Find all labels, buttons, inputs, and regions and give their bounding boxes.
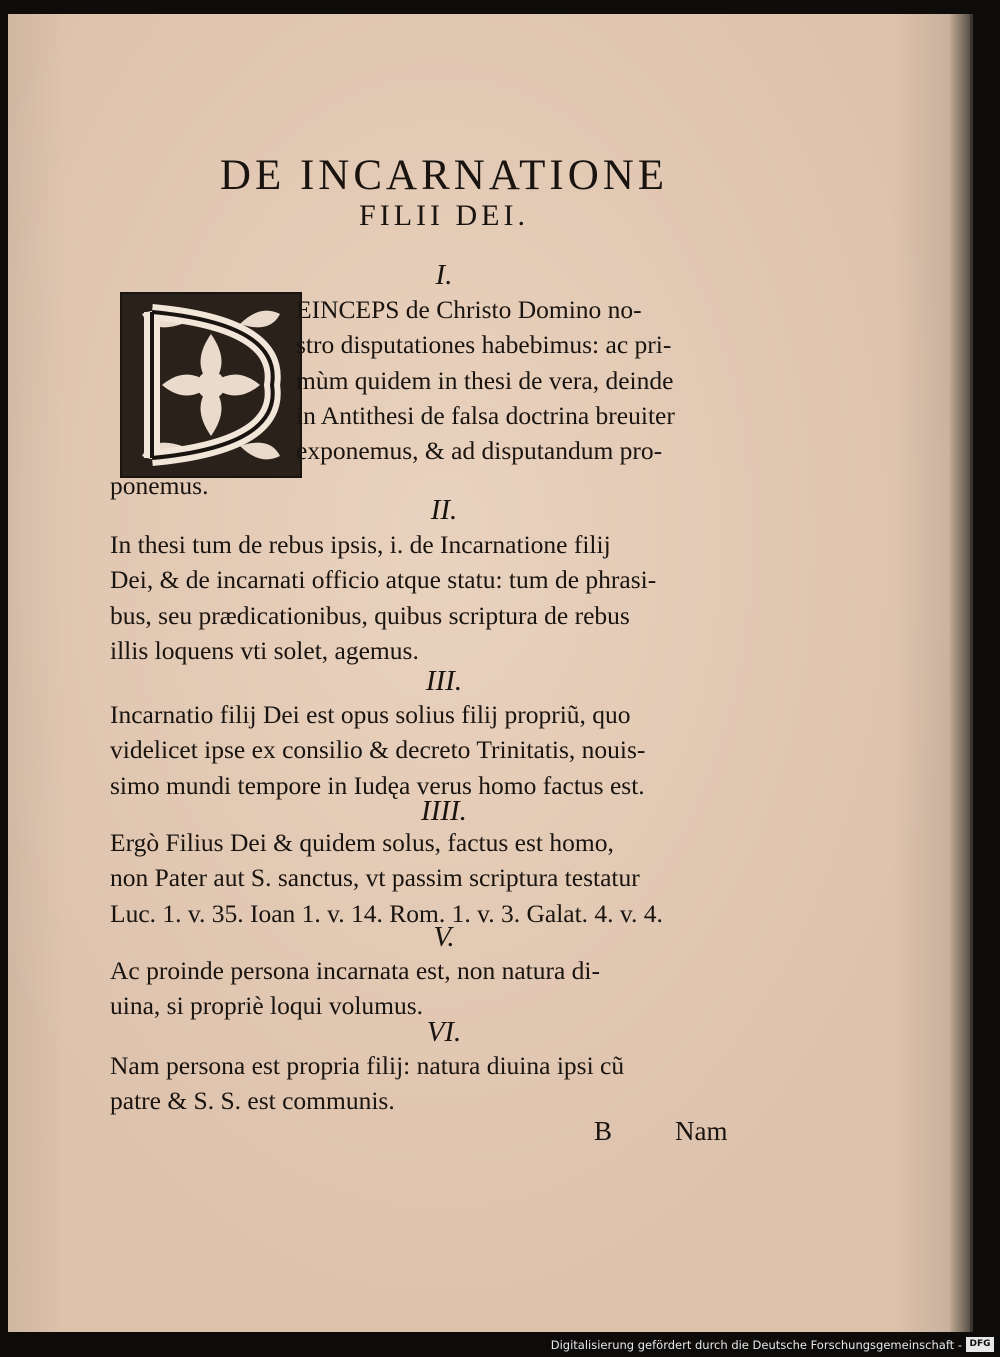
text-line: illis loquens vti solet, agemus. (110, 635, 419, 665)
dfg-logo-icon: DFG (966, 1337, 994, 1352)
paragraph-1 (110, 292, 750, 504)
text-line: Ac proinde persona incarnata est, non natura di- (110, 956, 600, 985)
section-number: I. (435, 259, 453, 291)
text-line: simo mundi tempore in Iudęa verus homo factus est. (110, 770, 645, 800)
text-line: stro disputationes habebimus: ac pri- (296, 330, 672, 360)
text-line: in Antithesi de falsa doctrina breuiter (296, 400, 675, 430)
section-number: III. (425, 665, 463, 697)
text-line: In thesi tum de rebus ipsis, i. de Incarnatione filij (110, 530, 611, 559)
text-line: bus, seu prædicationibus, quibus scriptura de rebus (110, 600, 630, 630)
paragraph-5 (110, 953, 750, 1024)
book-page (8, 14, 973, 1332)
text-line: patre & S. S. est communis. (110, 1086, 395, 1116)
text-line: EINCEPS de Christo Domino no- (296, 295, 642, 324)
paragraph-2 (110, 527, 750, 668)
page-edge (950, 14, 970, 1332)
footer-bar (0, 1334, 1000, 1357)
text-line: exponemus, & ad disputandum pro- (296, 436, 663, 466)
section-number: II. (430, 494, 458, 526)
page-heading (144, 152, 744, 232)
paragraph-4 (110, 825, 750, 931)
footer-credit: Digitalisierung gefördert durch die Deutsche Forschungsgemeinschaft - (550, 1338, 962, 1352)
text-line: Dei, & de incarnati officio atque statu: tum de phrasi- (110, 565, 657, 595)
text-line: Incarnatio filij Dei est opus solius filij propriũ, quo (110, 700, 631, 729)
paragraph-3 (110, 697, 750, 803)
signature-mark: B (594, 1116, 613, 1146)
section-number: VI. (426, 1016, 462, 1048)
text-line: uina, si propriè loqui volumus. (110, 991, 424, 1021)
text-line: Nam persona est propria filij: natura diuina ipsi cũ (110, 1051, 625, 1080)
text-line: Ergò Filius Dei & quidem solus, factus est homo, (110, 828, 614, 857)
section-number: IIII. (421, 795, 467, 827)
paragraph-6 (110, 1048, 750, 1119)
text-line: Luc. 1. v. 35. Ioan 1. v. 14. Rom. 1. v. 3. Galat. 4. v. 4. (110, 898, 663, 928)
heading-line-1: DE INCARNATIONE (219, 152, 669, 199)
text-line: videlicet ipse ex consilio & decreto Trinitatis, nouis- (110, 735, 646, 765)
text-line: non Pater aut S. sanctus, vt passim scriptura testatur (110, 863, 640, 893)
text-line: mùm quidem in thesi de vera, deinde (296, 365, 674, 395)
catchword: Nam (675, 1116, 728, 1146)
heading-line-2: FILII DEI. (359, 199, 529, 232)
text-line: ponemus. (110, 471, 209, 501)
section-number: V. (433, 921, 455, 953)
